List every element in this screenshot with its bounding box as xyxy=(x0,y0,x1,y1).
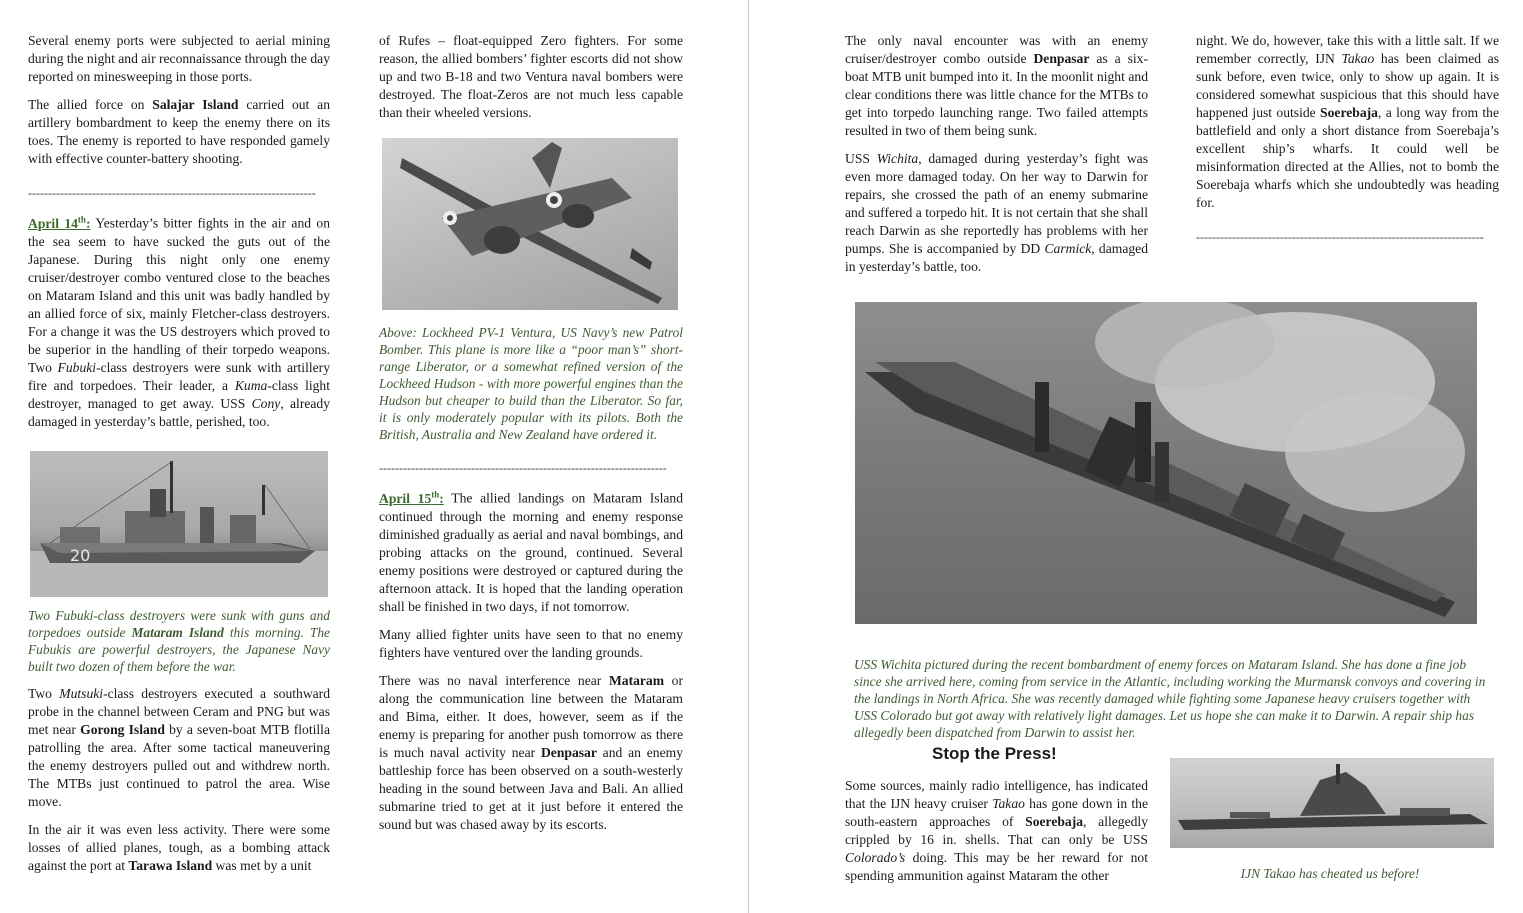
ventura-photo-caption: Above: Lockheed PV-1 Ventura, US Navy’s new Patrol Bomber. This plane is more like a “poor man’s” short-range Liberator, or a somewhat refined version of the Lockheed Hudson - with more powerful engines than the Hudson but cheaper to build than the Liberator. So far, it is only moderately popular with its pilots. Both the British, Australia and New Zealand have ordered it. xyxy=(379,325,683,442)
section-divider: ------------------------------------------------------------------------ xyxy=(1196,230,1484,244)
takao-photo-caption: IJN Takao has cheated us before! xyxy=(1240,866,1420,881)
paragraph-april-14: April 14th: Yesterday’s bitter fights in the air and on the sea seem to have sucked the guts out of the Japanese. During this night only one enemy cruiser/destroyer combo ventured close to the beaches on Mataram Island and this unit was badly handled by an allied force of six, mainly Fletcher-class destroyers. For a change it was the US destroyers which proved to be superior in the handling of their torpedo weapons. Two Fubuki-class destroyers were sunk with artillery fire and torpedoes. Their leader, a Kuma-class light destroyer, managed to get away. USS Cony, already damaged in yesterday’s battle, perished, too. xyxy=(28,214,331,429)
paragraph-salajar: The allied force on Salajar Island carried out an artillery bombardment to keep the enemy there on its toes. The enemy is reported to have responded gamely with effective counter-battery shooting. xyxy=(28,97,331,166)
paragraph-wichita: USS Wichita, damaged during yesterday’s fight was even more damaged today. On her way to Darwin for repairs, she crossed the path of an enemy submarine and suffered a torpedo hit. It is not certain that she shall reach Darwin as she reportedly has problems with her pumps. She is accompanied by DD Carmick, damaged in yesterday’s battle, too. xyxy=(845,151,1148,274)
paragraph-mutsuki: Two Mutsuki-class destroyers executed a southward probe in the channel between Ceram and PNG but was met near Gorong Island by a seven-boat MTB flotilla patrolling the area. After some tactical maneuvering the enemy destroyers pulled out and withdrew north. The MTBs just continued to patrol the area. Wise move. xyxy=(28,685,330,809)
date-heading-april-15: April 15th: xyxy=(379,489,444,506)
paragraph-takao-claim: night. We do, however, take this with a little salt. If we remember correctly, IJN Takao has been claimed as sunk before, even twice, only to show up again. It is considered somewhat suspicious that this should have happened just outside Soerebaja, a long way from the battlefield and only a short distance from Soerebaja’s excellent ship’s wharfs. It could well be misinformation directed at the Allies, not to bomb the Soerebaja wharfs which she undoubtedly was heading for. xyxy=(1196,33,1499,210)
stop-press-heading: Stop the Press! xyxy=(932,744,1057,763)
fubuki-destroyer-photo xyxy=(30,451,328,597)
ijn-takao-photo xyxy=(1170,758,1494,848)
column-3 xyxy=(845,32,1148,286)
paragraph-aerial-mining: Several enemy ports were subjected to aerial mining during the night and air reconnaissance through the day reported on minesweeping in those ports. xyxy=(28,33,330,84)
ventura-bomber-photo xyxy=(382,138,678,310)
fubuki-photo-caption: Two Fubuki-class destroyers were sunk with guns and torpedoes outside Mataram Island this morning. The Fubukis are powerful destroyers, the Japanese Navy built two dozen of them before the war. xyxy=(28,607,330,674)
stop-press-column xyxy=(845,777,1148,895)
section-divider: ------------------------------------------------------------------------ xyxy=(379,461,667,475)
paragraph-naval-interference: There was no naval interference near Mataram or along the communication line between the Mataram and Bima, either. It does, however, seem as if the enemy is preparing for another push tomorrow as there is much naval activity near Denpasar and an enemy battleship force has been observed on a south-westerly heading in the sound between Java and Bali. An allied submarine tried to get at it just before it entered the sound but was chased away by its escorts. xyxy=(379,672,684,832)
section-divider: ------------------------------------------------------------------------ xyxy=(28,186,316,200)
uss-wichita-photo xyxy=(855,302,1477,624)
column-1 xyxy=(28,32,330,885)
hull-number-label: 20 xyxy=(70,545,91,565)
column-4 xyxy=(1196,32,1499,254)
paragraph-air-activity: In the air it was even less activity. There were some losses of allied planes, tough, as a bombing attack against the port at Tarawa Island was met by a unit xyxy=(28,821,330,873)
paragraph-rufes: of Rufes – float-equipped Zero fighters. For some reason, the allied bombers’ fighter escorts did not show up and two B-18 and two Ventura naval bombers were destroyed. The float-Zeros are not much less capable than their wheeled versions. xyxy=(379,33,683,120)
wichita-photo-caption: USS Wichita pictured during the recent bombardment of enemy forces on Mataram Island. She has done a fine job since she arrived here, coming from service in the Atlantic, including working the Murmansk convoys and covering in the landings in North Africa. She was recently damaged while fighting some Japanese heavy cruisers together with USS Colorado but got away with relatively light damages. Let us hope she can make it to Darwin. A repair ship has allegedly been dispatched from Darwin to assist her. xyxy=(854,657,1486,741)
paragraph-fighter-units: Many allied fighter units have seen to that no enemy fighters have ventured over the landing grounds. xyxy=(379,626,683,660)
paragraph-naval-encounter: The only naval encounter was with an enemy cruiser/destroyer combo outside Denpasar as a six-boat MTB unit bumped into it. In the moonlit night and clear conditions there was little chance for the MTBs to get into torpedo launching range. Two failed attempts resulted in two of them being sunk. xyxy=(845,33,1148,138)
paragraph-april-15: April 15th: The allied landings on Mataram Island continued through the morning and enemy response diminished gradually as aerial and naval bombings, and probing attacks on the ground, continued. Several enemy positions were destroyed or captured during the afternoon attack. It is hoped that the landing operation shall be finished in two days, if not tomorrow. xyxy=(379,489,683,614)
date-heading-april-14: April 14th: xyxy=(28,214,91,231)
paragraph-stop-press: Some sources, mainly radio intelligence, has indicated that the IJN heavy cruiser Takao has gone down in the south-eastern approaches of Soerebaja, allegedly crippled by 16 in. shells. That can only be USS Colorado’s doing. This may be her reward for not spending ammunition against Mataram the other xyxy=(845,778,1148,883)
page-gutter-divider xyxy=(748,0,749,913)
column-2 xyxy=(379,32,683,844)
